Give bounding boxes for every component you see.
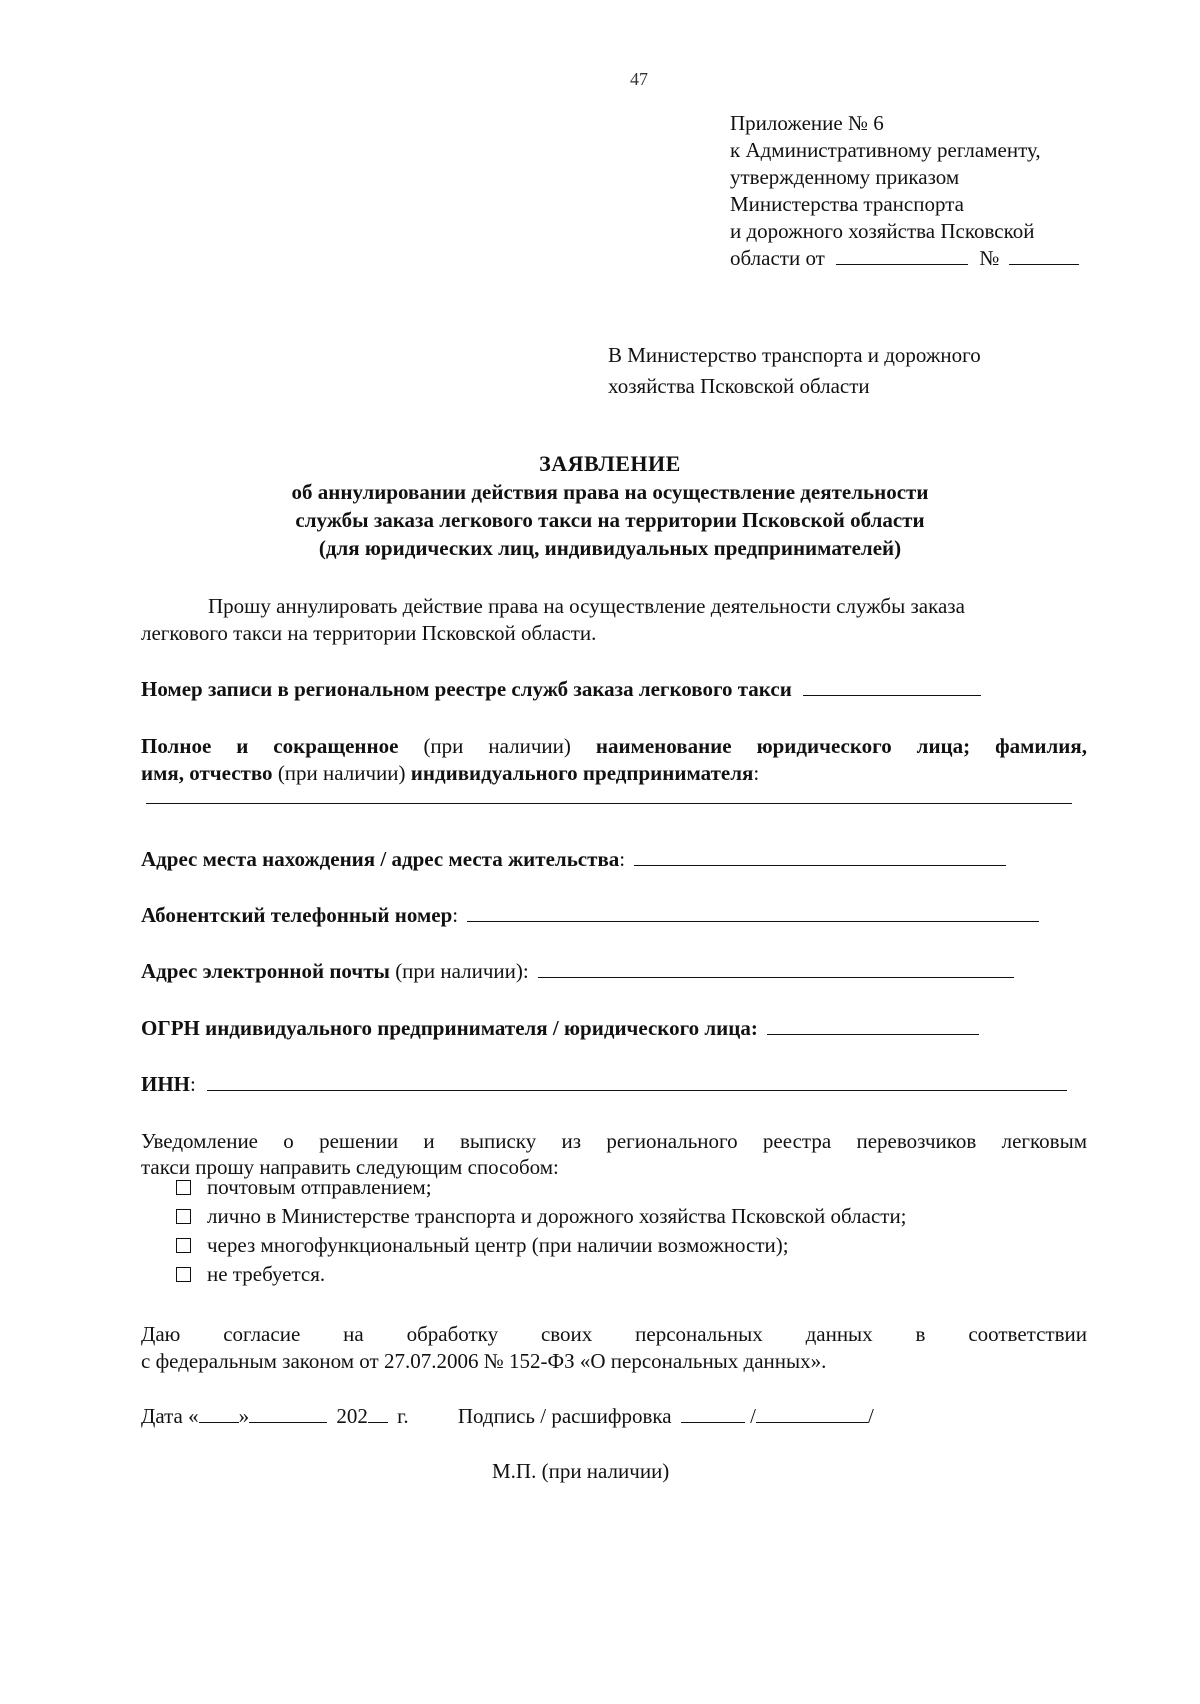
name-field-label xyxy=(141,733,1087,760)
page-number: 47 xyxy=(630,69,648,89)
address-blank[interactable] xyxy=(634,847,1006,866)
title-main: ЗАЯВЛЕНИЕ xyxy=(539,451,681,476)
inn-label: ИНН xyxy=(141,1072,191,1096)
registry-number-field xyxy=(141,676,981,703)
delivery-option-label: через многофункциональный центр (при наличии возможности); xyxy=(207,1233,789,1257)
year-label: 202 xyxy=(336,1404,368,1428)
appendix-line: Приложение № 6 xyxy=(730,111,884,135)
ogrn-field xyxy=(141,1015,979,1042)
request-text-line1 xyxy=(208,593,965,620)
phone-field xyxy=(141,902,1039,929)
signature-row xyxy=(141,1403,874,1430)
delivery-option-label: лично в Министерстве транспорта и дорожного хозяйства Псковской области; xyxy=(207,1204,907,1228)
name-label-part: наименование юридического лица; фамилия, xyxy=(595,734,1088,758)
name-label-part: имя, отчество xyxy=(141,761,273,785)
notification-text xyxy=(141,1128,1087,1155)
appendix-line: к Административному регламенту, xyxy=(730,138,1041,162)
appendix-line: Министерства транспорта xyxy=(730,192,964,216)
name-label-part: Полное и сокращенное xyxy=(141,734,399,758)
checkbox-icon[interactable] xyxy=(176,1238,191,1253)
request-line: легкового такси на территории Псковской области. xyxy=(141,621,597,645)
name-field-label-line2 xyxy=(141,760,759,787)
inn-field xyxy=(141,1071,1067,1098)
email-field xyxy=(141,958,1014,985)
registry-number-blank[interactable] xyxy=(803,677,981,696)
name-label-paren: (при наличии) xyxy=(423,734,571,758)
appendix-date-prefix: области от xyxy=(730,246,825,270)
email-paren: (при наличии): xyxy=(395,959,529,983)
registry-number-label: Номер записи в региональном реестре служб заказа легкового такси xyxy=(141,677,792,701)
signature-slash: / xyxy=(750,1404,756,1428)
consent-text xyxy=(141,1321,1087,1348)
consent-line: Даю согласие на обработку своих персональных данных в соответствии xyxy=(141,1322,1087,1346)
year-blank[interactable] xyxy=(368,1404,388,1423)
appendix-line: и дорожного хозяйства Псковской xyxy=(730,219,1035,243)
phone-colon: : xyxy=(452,903,459,927)
phone-blank[interactable] xyxy=(467,903,1039,922)
delivery-option-in-person[interactable] xyxy=(176,1202,907,1231)
notification-line: Уведомление о решении и выписку из регионального реестра перевозчиков легковым xyxy=(141,1129,1087,1153)
email-label: Адрес электронной почты xyxy=(141,959,390,983)
consent-text-line2 xyxy=(141,1348,826,1375)
delivery-option-post[interactable] xyxy=(176,1173,907,1202)
signature-blank[interactable] xyxy=(681,1404,745,1423)
name-blank[interactable] xyxy=(146,802,1072,804)
date-label: Дата « xyxy=(141,1404,199,1428)
inn-blank[interactable] xyxy=(207,1072,1067,1091)
appendix-header xyxy=(730,110,1079,272)
delivery-option-label: не требуется. xyxy=(207,1262,326,1286)
date-day-blank[interactable] xyxy=(199,1404,239,1423)
number-sign: № xyxy=(979,246,1000,270)
address-label: Адрес места нахождения / адрес места жительства xyxy=(141,847,620,871)
delivery-method-list xyxy=(176,1173,907,1289)
signature-label: Подпись / расшифровка xyxy=(457,1404,672,1428)
stamp-note: М.П. (при наличии) xyxy=(492,1459,670,1483)
date-month-blank[interactable] xyxy=(249,1404,327,1423)
signature-decode-blank[interactable] xyxy=(756,1404,868,1423)
signature-slash: / xyxy=(867,1404,874,1428)
order-number-blank[interactable] xyxy=(1009,246,1079,265)
addressee-line: хозяйства Псковской области xyxy=(608,374,870,398)
name-label-colon: : xyxy=(753,761,760,785)
phone-label: Абонентский телефонный номер xyxy=(141,903,453,927)
name-label-part: индивидуального предпринимателя xyxy=(410,761,754,785)
title-line: об аннулировании действия права на осуществление деятельности xyxy=(291,480,929,504)
order-date-blank[interactable] xyxy=(836,246,968,265)
address-colon: : xyxy=(619,847,626,871)
delivery-option-label: почтовым отправлением; xyxy=(207,1175,432,1199)
ogrn-blank[interactable] xyxy=(767,1016,979,1035)
checkbox-icon[interactable] xyxy=(176,1180,191,1195)
appendix-date-line xyxy=(730,245,1079,272)
request-line: Прошу аннулировать действие права на осуществление деятельности службы заказа xyxy=(208,594,965,618)
address-field xyxy=(141,846,1006,873)
appendix-line: утвержденному приказом xyxy=(730,165,960,189)
checkbox-icon[interactable] xyxy=(176,1209,191,1224)
date-close-quote: » xyxy=(238,1404,250,1428)
name-label-paren: (при наличии) xyxy=(277,761,406,785)
email-blank[interactable] xyxy=(538,959,1014,978)
checkbox-icon[interactable] xyxy=(176,1267,191,1282)
addressee xyxy=(608,340,981,402)
ogrn-label: ОГРН индивидуального предпринимателя / юридического лица: xyxy=(141,1016,758,1040)
delivery-option-not-required[interactable] xyxy=(176,1260,907,1289)
document-title xyxy=(140,450,1080,562)
delivery-option-mfc[interactable] xyxy=(176,1231,907,1260)
request-text-line2 xyxy=(141,620,596,647)
title-line: (для юридических лиц, индивидуальных предпринимателей) xyxy=(318,536,902,560)
consent-line: с федеральным законом от 27.07.2006 № 152-ФЗ «О персональных данных». xyxy=(141,1349,827,1373)
addressee-line: В Министерство транспорта и дорожного xyxy=(608,343,981,367)
notification-line: такси прошу направить следующим способом: xyxy=(141,1155,559,1179)
inn-colon: : xyxy=(190,1072,196,1096)
year-suffix: г. xyxy=(397,1404,409,1428)
title-line: службы заказа легкового такси на территории Псковской области xyxy=(295,508,925,532)
